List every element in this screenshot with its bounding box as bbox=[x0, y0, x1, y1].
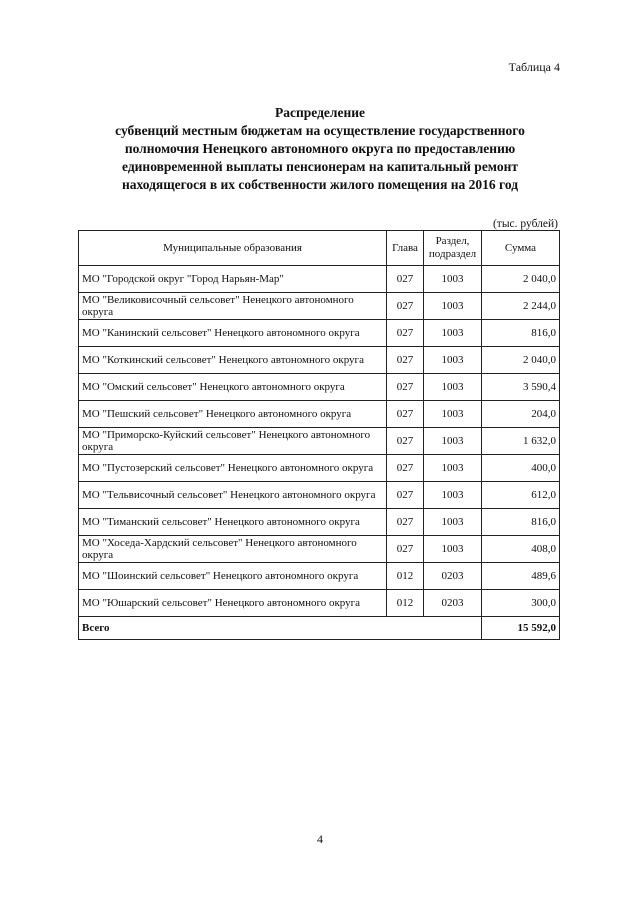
municipality-cell: МО "Городской округ "Город Нарьян-Мар" bbox=[79, 266, 387, 293]
sum-cell: 400,0 bbox=[482, 455, 560, 482]
glava-cell: 027 bbox=[387, 455, 424, 482]
sum-cell: 408,0 bbox=[482, 536, 560, 563]
title-line: Распределение bbox=[274, 105, 366, 120]
title-line: полномочия Ненецкого автономного округа по предоставлению bbox=[124, 141, 516, 156]
sum-cell: 2 040,0 bbox=[482, 266, 560, 293]
municipality-cell: МО "Тиманский сельсовет" Ненецкого автономного округа bbox=[79, 509, 387, 536]
title-line: единовременной выплаты пенсионерам на капитальный ремонт bbox=[122, 159, 518, 174]
municipality-cell: МО "Пустозерский сельсовет" Ненецкого автономного округа bbox=[79, 455, 387, 482]
sum-cell: 300,0 bbox=[482, 590, 560, 617]
municipality-cell: МО "Приморско-Куйский сельсовет" Ненецкого автономного округа bbox=[79, 428, 387, 455]
glava-cell: 012 bbox=[387, 590, 424, 617]
table-body bbox=[79, 266, 560, 617]
header-municipality: Муниципальные образования bbox=[79, 231, 387, 266]
municipality-cell: МО "Великовисочный сельсовет" Ненецкого автономного округа bbox=[79, 293, 387, 320]
sum-cell: 816,0 bbox=[482, 320, 560, 347]
glava-cell: 027 bbox=[387, 401, 424, 428]
glava-cell: 027 bbox=[387, 320, 424, 347]
table-row bbox=[79, 347, 560, 374]
razdel-cell: 1003 bbox=[424, 320, 482, 347]
table-row bbox=[79, 563, 560, 590]
razdel-cell: 1003 bbox=[424, 536, 482, 563]
table-row bbox=[79, 428, 560, 455]
glava-cell: 027 bbox=[387, 293, 424, 320]
razdel-cell: 0203 bbox=[424, 590, 482, 617]
header-razdel-line2: подраздел bbox=[428, 248, 477, 260]
total-row bbox=[79, 617, 560, 640]
municipality-cell: МО "Юшарский сельсовет" Ненецкого автономного округа bbox=[79, 590, 387, 617]
sum-cell: 1 632,0 bbox=[482, 428, 560, 455]
razdel-cell: 1003 bbox=[424, 482, 482, 509]
razdel-cell: 1003 bbox=[424, 266, 482, 293]
municipality-cell: МО "Канинский сельсовет" Ненецкого автономного округа bbox=[79, 320, 387, 347]
header-razdel bbox=[424, 231, 482, 266]
table-row bbox=[79, 401, 560, 428]
glava-cell: 027 bbox=[387, 482, 424, 509]
glava-cell: 027 bbox=[387, 374, 424, 401]
glava-cell: 027 bbox=[387, 509, 424, 536]
table-row bbox=[79, 509, 560, 536]
glava-cell: 027 bbox=[387, 536, 424, 563]
units-note: (тыс. рублей) bbox=[492, 218, 558, 230]
sum-cell: 204,0 bbox=[482, 401, 560, 428]
document-title bbox=[80, 104, 560, 194]
subsidy-table bbox=[78, 230, 560, 640]
header-sum: Сумма bbox=[482, 231, 560, 266]
header-glava: Глава bbox=[387, 231, 424, 266]
table-row bbox=[79, 266, 560, 293]
razdel-cell: 1003 bbox=[424, 293, 482, 320]
razdel-cell: 0203 bbox=[424, 563, 482, 590]
sum-cell: 816,0 bbox=[482, 509, 560, 536]
table-row bbox=[79, 293, 560, 320]
sum-cell: 2 040,0 bbox=[482, 347, 560, 374]
table-header-row bbox=[79, 231, 560, 266]
municipality-cell: МО "Пешский сельсовет" Ненецкого автономного округа bbox=[79, 401, 387, 428]
municipality-cell: МО "Шоинский сельсовет" Ненецкого автономного округа bbox=[79, 563, 387, 590]
table-label: Таблица 4 bbox=[508, 60, 560, 74]
razdel-cell: 1003 bbox=[424, 374, 482, 401]
municipality-cell: МО "Омский сельсовет" Ненецкого автономного округа bbox=[79, 374, 387, 401]
total-label: Всего bbox=[79, 617, 482, 640]
glava-cell: 012 bbox=[387, 563, 424, 590]
glava-cell: 027 bbox=[387, 266, 424, 293]
razdel-cell: 1003 bbox=[424, 428, 482, 455]
glava-cell: 027 bbox=[387, 347, 424, 374]
razdel-cell: 1003 bbox=[424, 509, 482, 536]
razdel-cell: 1003 bbox=[424, 401, 482, 428]
municipality-cell: МО "Хоседа-Хардский сельсовет" Ненецкого автономного округа bbox=[79, 536, 387, 563]
header-razdel-line1: Раздел, bbox=[435, 235, 470, 247]
sum-cell: 489,6 bbox=[482, 563, 560, 590]
sum-cell: 2 244,0 bbox=[482, 293, 560, 320]
municipality-cell: МО "Тельвисочный сельсовет" Ненецкого автономного округа bbox=[79, 482, 387, 509]
table-row bbox=[79, 590, 560, 617]
razdel-cell: 1003 bbox=[424, 455, 482, 482]
razdel-cell: 1003 bbox=[424, 347, 482, 374]
table-row bbox=[79, 320, 560, 347]
page-number: 4 bbox=[317, 832, 323, 846]
glava-cell: 027 bbox=[387, 428, 424, 455]
municipality-cell: МО "Коткинский сельсовет" Ненецкого автономного округа bbox=[79, 347, 387, 374]
table-row bbox=[79, 374, 560, 401]
sum-cell: 612,0 bbox=[482, 482, 560, 509]
sum-cell: 3 590,4 bbox=[482, 374, 560, 401]
table-row bbox=[79, 482, 560, 509]
title-line: субвенций местным бюджетам на осуществление государственного bbox=[115, 123, 525, 138]
title-line: находящегося в их собственности жилого помещения на 2016 год bbox=[121, 177, 519, 192]
table-row bbox=[79, 536, 560, 563]
table-row bbox=[79, 455, 560, 482]
total-sum: 15 592,0 bbox=[482, 617, 560, 640]
